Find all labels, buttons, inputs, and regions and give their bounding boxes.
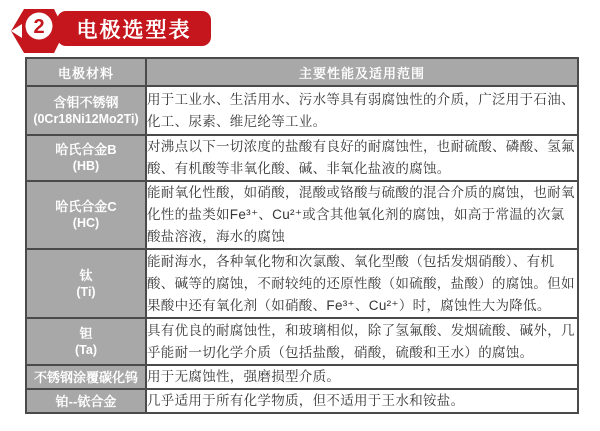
performance-cell: 能耐氧化性酸，如硝酸，混酸或铬酸与硫酸的混合介质的腐蚀，也耐氧化性的盐类如Fe³⁺、Cu²⁺或含其他氧化剂的腐蚀，如高于常温的次氯酸盐溶液，海水的腐蚀 [146,181,578,249]
table-header-row [26,58,578,86]
material-name: 钛 [79,267,93,283]
table-row [26,249,578,318]
material-cell [26,181,146,249]
material-cell [26,135,146,181]
material-code: (HB) [72,159,100,173]
performance-cell: 用于工业水、生活用水、污水等具有弱腐蚀性的介质，广泛用于石油、化工、尿素、维尼纶等工业。 [146,86,578,135]
electrode-selection-table [25,57,579,414]
badge-number: 2 [33,16,45,38]
column-header-performance: 主要性能及适用范围 [146,58,578,86]
performance-cell: 具有优良的耐腐蚀性，和玻璃相似，除了氢氟酸、发烟硫酸、碱外，几乎能耐一切化学介质（包括盐酸，硝酸，硫酸和王水）的腐蚀。 [146,318,578,365]
material-name: 含钼不锈钢 [53,94,119,110]
table-row [26,135,578,181]
material-code: (Ti) [76,284,96,299]
table-row [26,365,578,389]
material-code: (Ta) [75,342,97,357]
material-name: 铂--铱合金 [55,393,117,409]
table-row [26,389,578,413]
material-cell [26,389,146,413]
performance-cell: 对沸点以下一切浓度的盐酸有良好的耐腐蚀性，也耐硫酸、磷酸、氢氟酸、有机酸等非氧化酸、碱、非氧化盐液的腐蚀。 [146,135,578,181]
material-code: (HC) [72,216,100,230]
performance-cell: 几乎适用于所有化学物质，但不适用于王水和铵盐。 [146,389,578,413]
table-row [26,181,578,249]
material-name: 不锈钢涂覆碳化钨 [33,369,138,385]
performance-cell: 用于无腐蚀性，强磨损型介质。 [146,365,578,389]
material-name: 哈氏合金B [55,142,117,157]
material-name: 钽 [79,325,93,341]
material-cell [26,86,146,135]
material-cell [26,365,146,389]
table-body [26,86,578,413]
material-name: 哈氏合金C [55,199,117,214]
column-header-material: 电极材料 [26,58,146,86]
material-cell [26,249,146,318]
title-banner [57,11,211,46]
table-row [26,86,578,135]
material-cell [26,318,146,365]
performance-cell: 能耐海水，各种氧化物和次氯酸、氧化型酸（包括发烟硝酸）、有机酸、碱等的腐蚀，不耐较纯的还原性酸（如硫酸，盐酸）的腐蚀。但如果酸中还有氧化剂（如硝酸、Fe³⁺、Cu²⁺）时，腐蚀性大为降低。 [146,249,578,318]
material-code: (0Cr18Ni12Mo2Ti) [33,111,139,126]
table-row [26,318,578,365]
page-title: 电极选型表 [76,18,192,42]
page-header [0,0,600,57]
